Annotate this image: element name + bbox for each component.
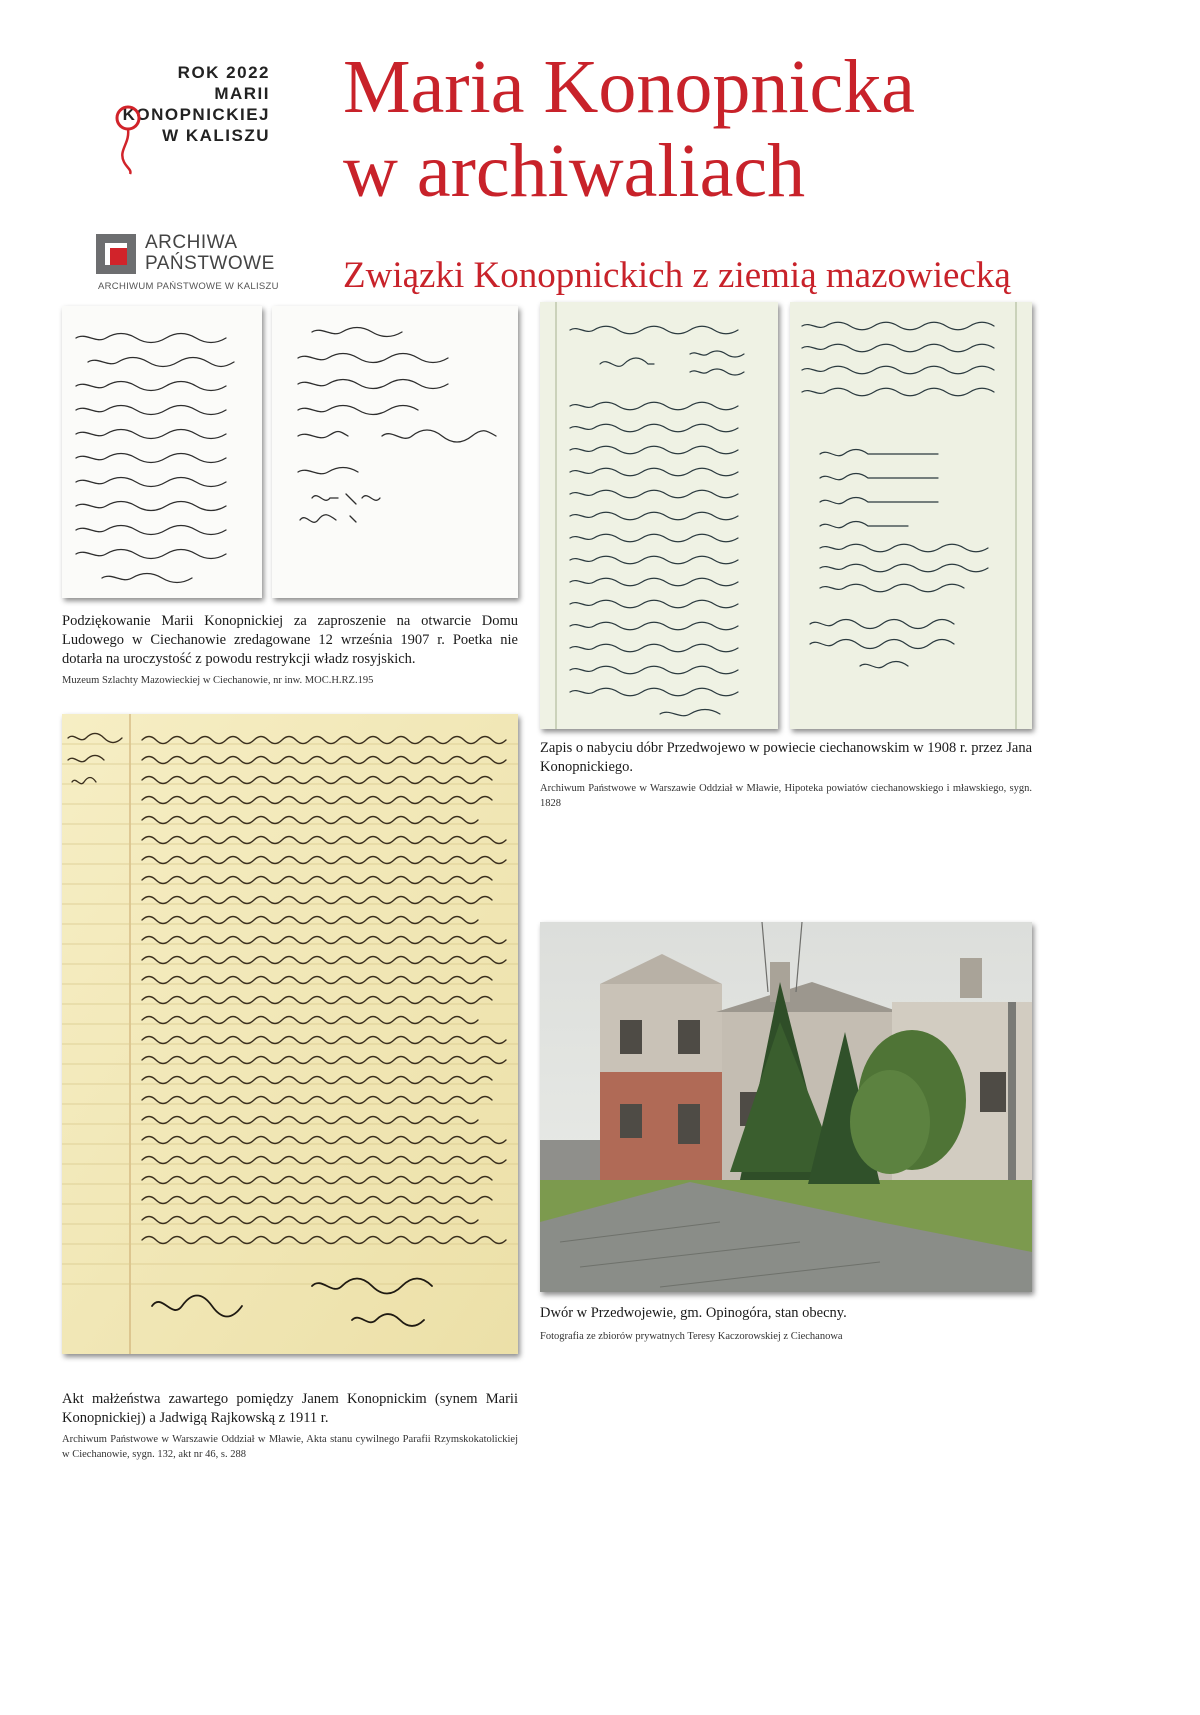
page-title xyxy=(343,45,1183,213)
manor-caption: Dwór w Przedwojewie, gm. Opinogóra, stan obecny. xyxy=(540,1305,847,1321)
letter-scan-page-1 xyxy=(62,306,262,598)
archive-branch: ARCHIWUM PAŃSTWOWE W KALISZU xyxy=(98,281,279,292)
archiwa-panstwowe-logo-icon xyxy=(96,234,136,274)
logo-line-4: W KALISZU xyxy=(162,126,270,145)
marriage-caption: Akt małżeństwa zawartego pomiędzy Janem Konopnickim (synem Marii Konopnickiej) a Jadwigą Rajkowską z 1911 r. xyxy=(62,1391,518,1426)
ledger-scan-page-2 xyxy=(790,302,1032,729)
page-subtitle: Związki Konopnickich z ziemią mazowiecką xyxy=(343,255,1011,296)
letter-scan-page-2 xyxy=(272,306,518,598)
magnifier-ornament-icon xyxy=(108,104,152,176)
marriage-record-scan xyxy=(62,714,518,1354)
letter-source: Muzeum Szlachty Mazowieckiej w Ciechanowie, nr inw. MOC.H.RZ.195 xyxy=(62,675,374,686)
archive-name-line-1: ARCHIWA xyxy=(145,232,238,253)
logo-line-1: ROK 2022 xyxy=(177,63,270,82)
ledger-scan-page-1 xyxy=(540,302,778,729)
manor-house-photo xyxy=(540,922,1032,1292)
letter-caption: Podziękowanie Marii Konopnickiej za zaproszenie na otwarcie Domu Ludowego w Ciechanowie zredagowane 12 września 1907 r. Poetka nie dotarła na uroczystość z powodu restrykcji władz rosyjskich. xyxy=(62,613,518,667)
ledger-caption: Zapis o nabyciu dóbr Przedwojewo w powiecie ciechanowskim w 1908 r. przez Jana Konopnickiego. xyxy=(540,740,1032,775)
logo-line-2: MARII xyxy=(214,84,270,103)
logo-line-3: KONOPNICKIEJ xyxy=(122,105,270,124)
manor-source: Fotografia ze zbiorów prywatnych Teresy Kaczorowskiej z Ciechanowa xyxy=(540,1331,843,1342)
archive-name-line-2: PAŃSTWOWE xyxy=(145,253,275,274)
ledger-source: Archiwum Państwowe w Warszawie Oddział w Mławie, Hipoteka powiatów ciechanowskiego i mławskiego, sygn. 1828 xyxy=(540,783,1032,809)
title-line-1: Maria Konopnicka xyxy=(343,45,915,129)
marriage-source: Archiwum Państwowe w Warszawie Oddział w Mławie, Akta stanu cywilnego Parafii Rzymskokatolickiej w Ciechanowie, sygn. 132, akt nr 46, s. 288 xyxy=(62,1434,518,1460)
title-line-2: w archiwaliach xyxy=(343,129,806,213)
archive-name xyxy=(145,232,275,274)
